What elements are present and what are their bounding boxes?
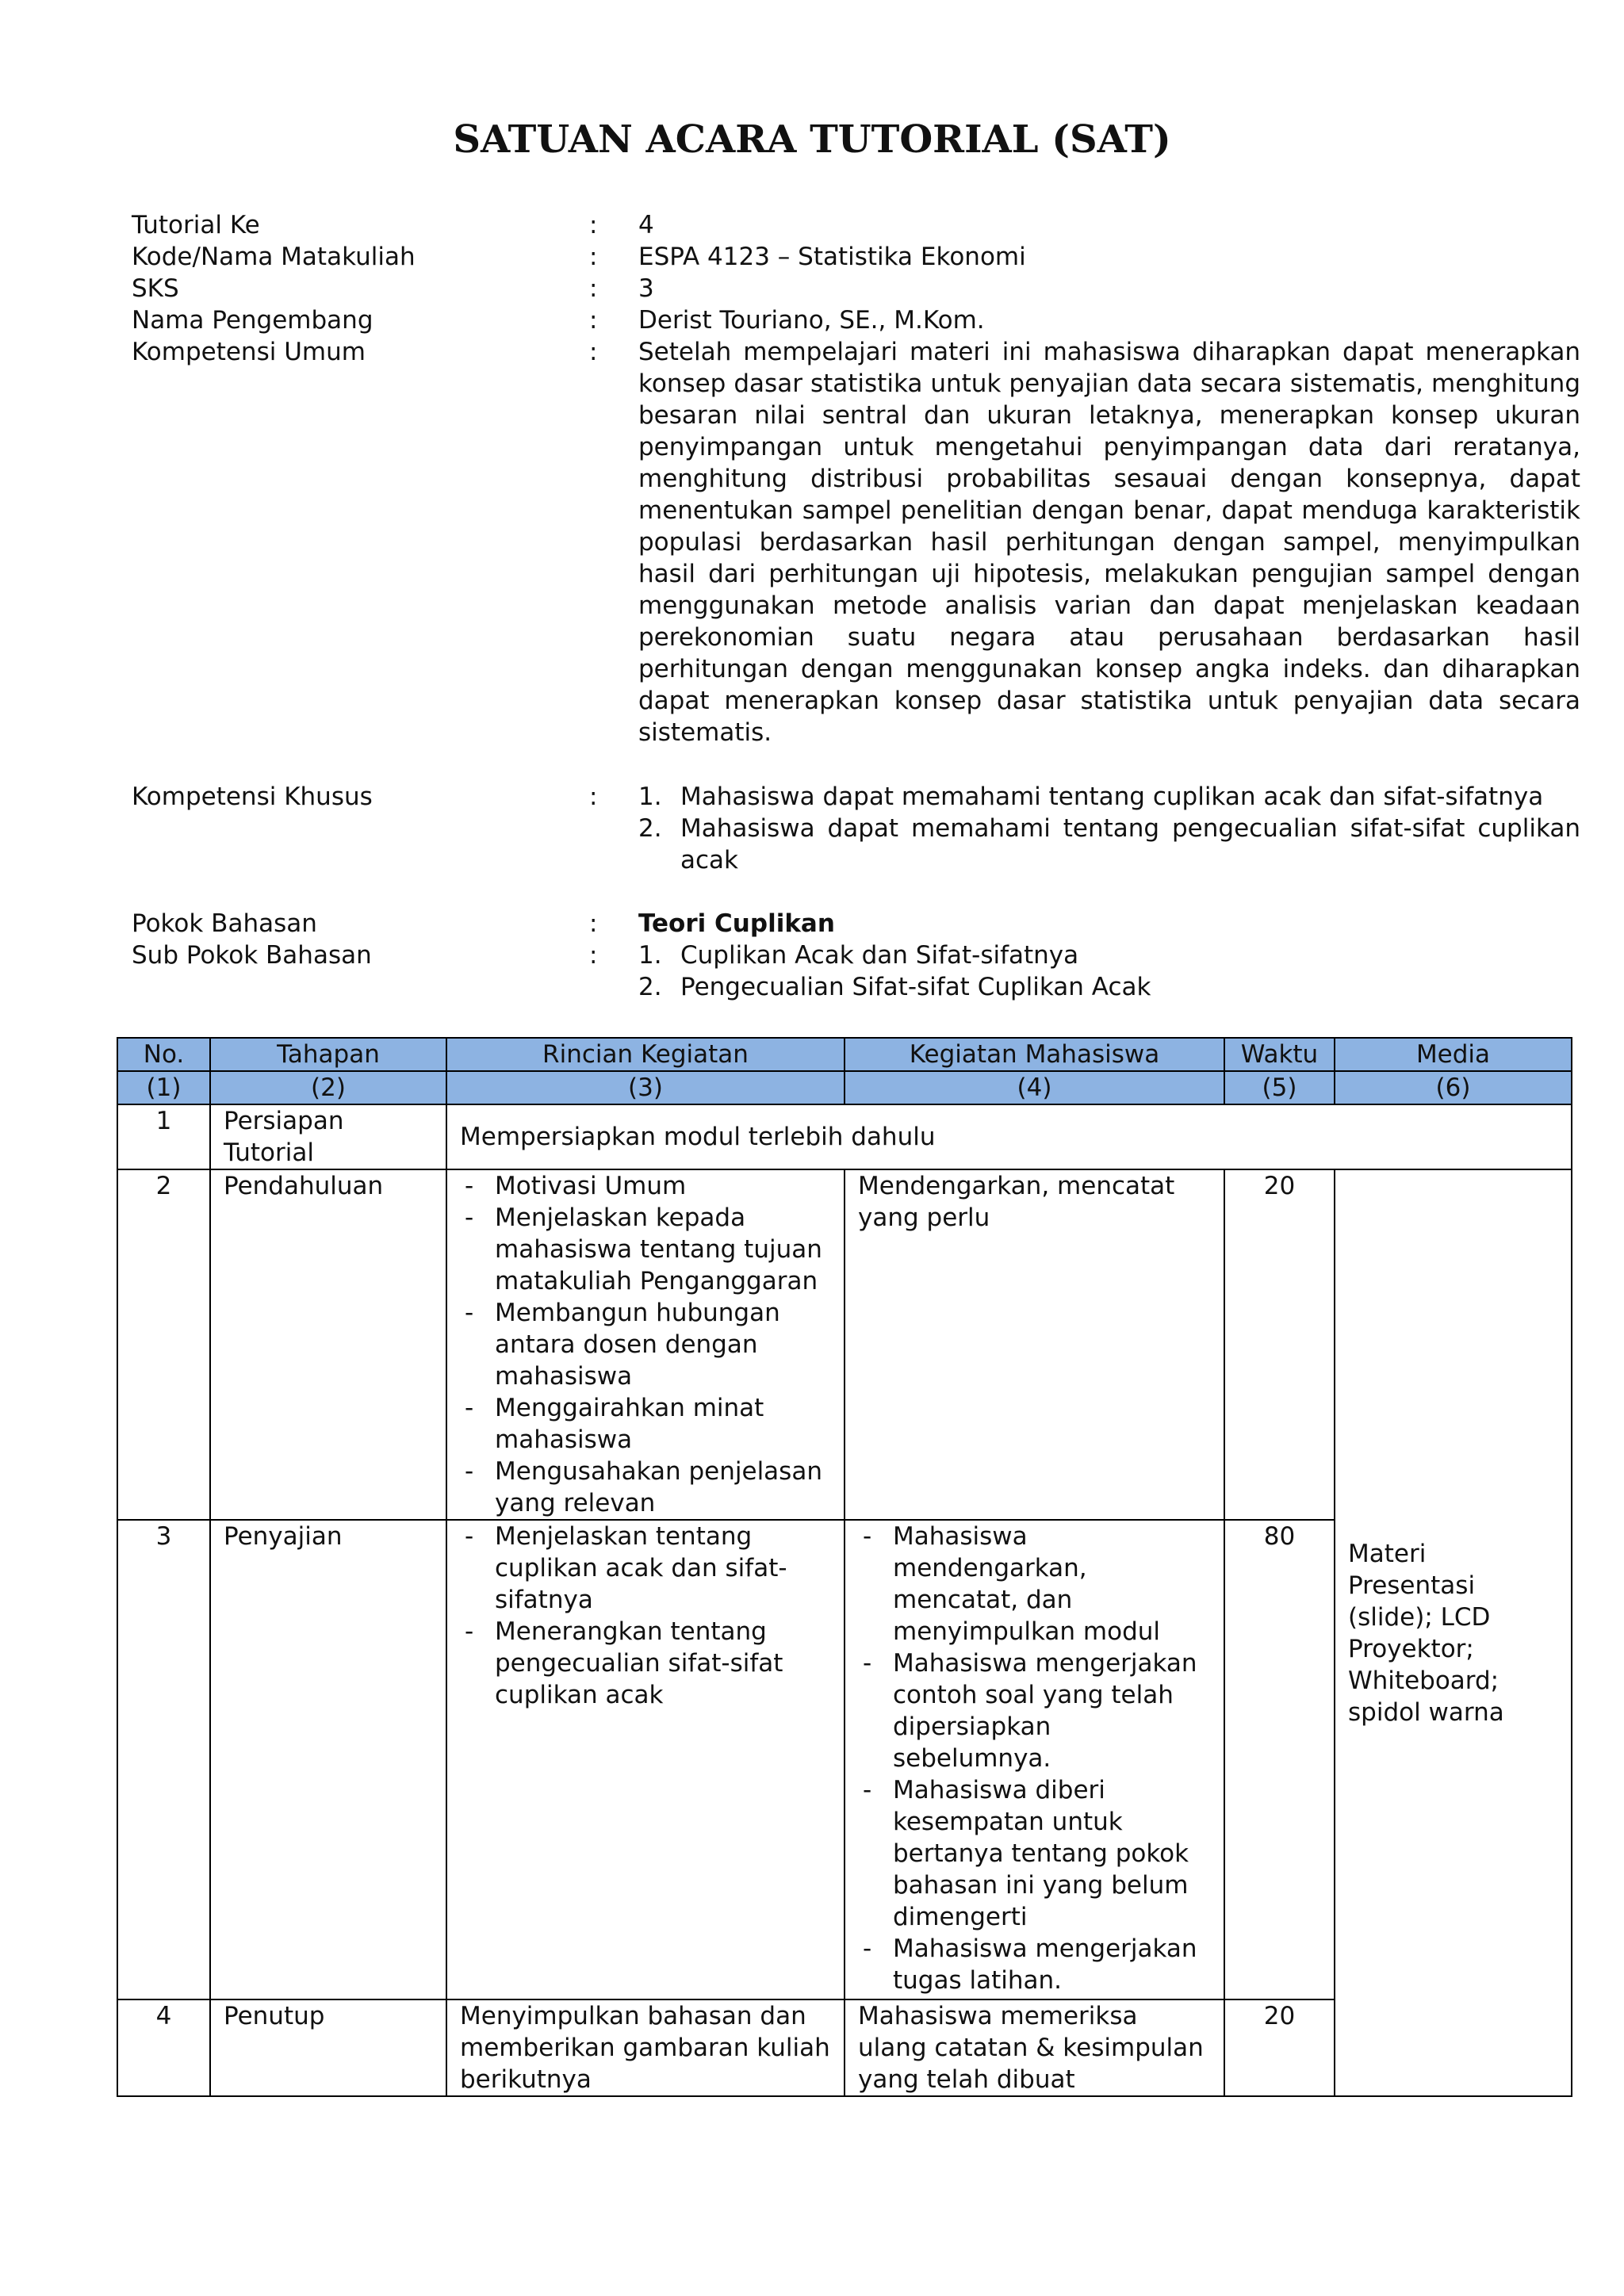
info-label: Nama Pengembang bbox=[132, 306, 373, 335]
cell-tahapan: Penutup bbox=[210, 1999, 446, 2096]
rincian-list bbox=[460, 1521, 831, 1711]
list-item bbox=[638, 813, 1580, 876]
activity-table bbox=[117, 1037, 1572, 2097]
list-item: - Membangun hubungan antara dosen dengan mahasiswa bbox=[460, 1297, 831, 1392]
info-colon: : bbox=[589, 306, 598, 335]
list-item bbox=[638, 781, 1580, 813]
item-number: 1. bbox=[638, 783, 662, 811]
info-value: 4 bbox=[638, 211, 654, 239]
info-value: Setelah mempelajari materi ini mahasiswa diharapkan dapat menerapkan konsep dasar statistika untuk penyajian data secara sistematis, menghitung besaran nilai sentral dan ukuran letaknya, menerapkan konsep ukuran penyimpangan untuk mengetahui penyimpangan data dari reratanya, menghitung distribusi probabilitas sesauai dengan konsepnya, dapat menentukan sampel penelitian dengan benar, dapat menduga karakteristik populasi berdasarkan hasil perhitungan dengan sampel, menyimpulkan hasil dari perhitungan uji hipotesis, melakukan pengujian sampel dengan menggunakan metode analisis varian dan dapat menjelaskan keadaan perekonomian suatu negara atau perusahaan berdasarkan hasil perhitungan dengan menggunakan konsep angka indeks. dan diharapkan dapat menerapkan konsep dasar statistika untuk penyajian data secara sistematis. bbox=[638, 338, 1580, 747]
item-text: Pengecualian Sifat-sifat Cuplikan Acak bbox=[680, 973, 1151, 1001]
item-text: Mahasiswa dapat memahami tentang cuplikan acak dan sifat-sifatnya bbox=[680, 783, 1544, 811]
table-row bbox=[117, 1169, 1572, 1520]
info-label: Kompetensi Khusus bbox=[132, 783, 373, 811]
header-no: No. bbox=[117, 1038, 210, 1071]
info-value: Derist Touriano, SE., M.Kom. bbox=[638, 306, 985, 335]
item-text: Cuplikan Acak dan Sifat-sifatnya bbox=[680, 941, 1079, 970]
info-label: Sub Pokok Bahasan bbox=[132, 941, 372, 970]
table-header-row bbox=[117, 1038, 1572, 1071]
info-colon: : bbox=[589, 338, 598, 366]
cell-rincian bbox=[446, 1169, 845, 1520]
cell-no: 4 bbox=[117, 1999, 210, 2096]
info-colon: : bbox=[589, 243, 598, 271]
list-item: - Mahasiswa mendengarkan, mencatat, dan menyimpulkan modul bbox=[858, 1521, 1211, 1647]
info-colon: : bbox=[589, 783, 598, 811]
info-colon: : bbox=[589, 211, 598, 239]
list-item: - Mahasiswa mengerjakan tugas latihan. bbox=[858, 1933, 1211, 1996]
info-label: Tutorial Ke bbox=[132, 211, 260, 239]
item-number: 2. bbox=[638, 814, 662, 843]
sub-pokok-list bbox=[638, 939, 1582, 1003]
header-media: Media bbox=[1335, 1038, 1572, 1071]
cell-waktu: 80 bbox=[1224, 1520, 1335, 1999]
list-item: - Motivasi Umum bbox=[460, 1170, 831, 1202]
item-number: 2. bbox=[638, 973, 662, 1001]
column-number: (3) bbox=[446, 1071, 845, 1104]
info-value: ESPA 4123 – Statistika Ekonomi bbox=[638, 243, 1026, 271]
header-kegiatan: Kegiatan Mahasiswa bbox=[845, 1038, 1224, 1071]
info-value: Teori Cuplikan bbox=[638, 909, 835, 938]
list-item: - Menerangkan tentang pengecualian sifat-sifat cuplikan acak bbox=[460, 1616, 831, 1711]
column-number: (6) bbox=[1335, 1071, 1572, 1104]
cell-kegiatan bbox=[845, 1520, 1224, 1999]
cell-no: 2 bbox=[117, 1169, 210, 1520]
cell-tahapan: Penyajian bbox=[210, 1520, 446, 1999]
header-tahapan: Tahapan bbox=[210, 1038, 446, 1071]
info-label: SKS bbox=[132, 274, 179, 303]
cell-tahapan: Persiapan Tutorial bbox=[210, 1104, 446, 1169]
cell-kegiatan: Mendengarkan, mencatat yang perlu bbox=[845, 1169, 1224, 1520]
info-label: Kompetensi Umum bbox=[132, 338, 366, 366]
cell-tahapan: Pendahuluan bbox=[210, 1169, 446, 1520]
cell-no: 1 bbox=[117, 1104, 210, 1169]
column-number: (4) bbox=[845, 1071, 1224, 1104]
header-rincian: Rincian Kegiatan bbox=[446, 1038, 845, 1071]
info-value: 3 bbox=[638, 274, 654, 303]
header-waktu: Waktu bbox=[1224, 1038, 1335, 1071]
list-item: - Mengusahakan penjelasan yang relevan bbox=[460, 1456, 831, 1519]
kompetensi-khusus-list bbox=[638, 781, 1580, 876]
table-row bbox=[117, 1104, 1572, 1169]
info-colon: : bbox=[589, 909, 598, 938]
column-number: (5) bbox=[1224, 1071, 1335, 1104]
item-number: 1. bbox=[638, 941, 662, 970]
cell-rincian: Mempersiapkan modul terlebih dahulu bbox=[446, 1104, 1572, 1169]
cell-waktu: 20 bbox=[1224, 1169, 1335, 1520]
cell-no: 3 bbox=[117, 1520, 210, 1999]
table-column-number-row bbox=[117, 1071, 1572, 1104]
cell-rincian bbox=[446, 1520, 845, 1999]
list-item: - Menjelaskan tentang cuplikan acak dan sifat-sifatnya bbox=[460, 1521, 831, 1616]
column-number: (1) bbox=[117, 1071, 210, 1104]
kegiatan-list bbox=[858, 1521, 1211, 1996]
item-text: Mahasiswa dapat memahami tentang pengecualian sifat-sifat cuplikan acak bbox=[680, 814, 1580, 874]
column-number: (2) bbox=[210, 1071, 446, 1104]
document-title: SATUAN ACARA TUTORIAL (SAT) bbox=[453, 117, 1171, 162]
list-item bbox=[638, 939, 1582, 971]
cell-waktu: 20 bbox=[1224, 1999, 1335, 2096]
list-item: - Menggairahkan minat mahasiswa bbox=[460, 1392, 831, 1456]
cell-kegiatan: Mahasiswa memeriksa ulang catatan & kesimpulan yang telah dibuat bbox=[845, 1999, 1224, 2096]
cell-media: Materi Presentasi (slide); LCD Proyektor; Whiteboard; spidol warna bbox=[1335, 1169, 1572, 2096]
rincian-list bbox=[460, 1170, 831, 1519]
list-item: - Menjelaskan kepada mahasiswa tentang tujuan matakuliah Penganggaran bbox=[460, 1202, 831, 1297]
list-item bbox=[638, 971, 1582, 1003]
info-label: Pokok Bahasan bbox=[132, 909, 317, 938]
list-item: - Mahasiswa diberi kesempatan untuk bertanya tentang pokok bahasan ini yang belum dimengerti bbox=[858, 1774, 1211, 1933]
list-item: - Mahasiswa mengerjakan contoh soal yang telah dipersiapkan sebelumnya. bbox=[858, 1647, 1211, 1774]
info-colon: : bbox=[589, 274, 598, 303]
info-colon: : bbox=[589, 941, 598, 970]
info-label: Kode/Nama Matakuliah bbox=[132, 243, 416, 271]
cell-rincian: Menyimpulkan bahasan dan memberikan gambaran kuliah berikutnya bbox=[446, 1999, 845, 2096]
